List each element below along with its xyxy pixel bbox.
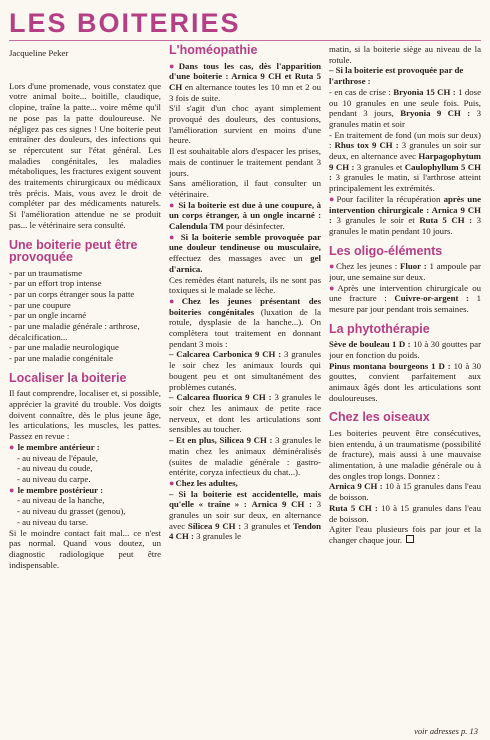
paragraph: S'il s'agit d'un choc ayant simplement provoqué des douleurs, des contusions, l'amélioration survient en moins d'une heure. — [169, 103, 321, 146]
bullet-icon: ● — [9, 441, 15, 452]
column-1 — [9, 44, 161, 726]
paragraph: – Calcarea fluorica 9 CH : 3 granules le soir chez les animaux de petite race nerveux, et dont les articulations sont sensibles au toucher. — [169, 392, 321, 435]
paragraph: – Si la boiterie est accidentelle, mais qu'elle « traîne » : Arnica 9 CH : 3 granules un soir sur deux, en alternance avec Silicea 9 CH : 3 granules et Tendon 4 CH : 3 granules le — [169, 488, 321, 542]
birds-heading: Chez les oiseaux — [329, 410, 430, 425]
title-divider — [9, 40, 481, 41]
paragraph: ● Si la boiterie est due à une coupure, à un corps étranger, à un ongle incarné : Calendula TM pour désinfecter. — [169, 199, 321, 232]
paragraph: ●Chez les adultes, — [169, 477, 238, 488]
list-item: - au niveau du grasset (genou), — [17, 506, 126, 517]
paragraph: Il est souhaitable alors d'espacer les prises, mais de continuer le traitement pendant 3 jours. — [169, 146, 321, 178]
list-item: - par une maladie générale : arthrose, décalcification... — [9, 321, 140, 342]
paragraph: ●Pour faciliter la récupération après une intervention chirurgicale : Arnica 9 CH : 3 granules le soir et Ruta 5 CH : 3 granules le matin pendant 10 jours. — [329, 193, 481, 236]
bullet-icon: ● — [329, 193, 336, 204]
column-2 — [169, 44, 321, 726]
bullet-icon: ● — [169, 231, 176, 242]
bullet-icon: ● — [329, 261, 336, 272]
end-square-icon — [406, 535, 414, 543]
causes-list — [9, 268, 161, 364]
list-item: - par un corps étranger sous la patte — [9, 288, 135, 299]
paragraph: – Calcarea Carbonica 9 CH : 3 granules le soir chez les animaux lourds qui bougent peu et ont simultanément des problèmes cutanés. — [169, 349, 321, 392]
paragraph: ● Si la boiterie semble provoquée par une douleur tendineuse ou musculaire, effectuez des massages avec un gel d'arnica. — [169, 231, 321, 274]
paragraph: - En traitement de fond (un mois sur deux) : Rhus tox 9 CH : 3 granules un soir sur deux, en alternance avec Harpagophytum 9 CH : 3 granules et Caulophyllum 5 CH : 3 granules le matin, si l'arthrose atteint principalement les extrémités. — [329, 129, 481, 194]
bullet-icon: ● — [9, 484, 15, 495]
paragraph: ●Dans tous les cas, dès l'apparition d'une boiterie : Arnica 9 CH et Ruta 5 CH en alternance toutes les 10 mn et 2 ou 3 fois de suite. — [169, 60, 321, 103]
paragraph: Pinus montana bourgeons 1 D : 10 à 30 gouttes, convient parfaitement aux animaux âgés dont les articulations sont douloureuses. — [329, 360, 481, 403]
front-limb-label: ● le membre antérieur : — [9, 441, 100, 452]
article-title: LES BOITERIES — [9, 8, 241, 38]
localize-heading: Localiser la boiterie — [9, 370, 127, 385]
paragraph: matin, si la boiterie siège au niveau de la rotule. — [329, 44, 481, 65]
page-reference: voir adresses p. 13 — [414, 726, 478, 736]
rear-limb-list — [9, 495, 161, 527]
list-item: - au niveau du coude, — [17, 463, 93, 474]
paragraph: Agiter l'eau plusieurs fois par jour et la changer chaque jour. — [329, 524, 481, 545]
list-item: - au niveau de la hanche, — [17, 495, 105, 506]
paragraph: - en cas de crise : Bryonia 15 CH : 1 dose ou 10 granules en une seule fois. Puis, pendant 3 jours, Bryonia 9 CH : 3 granules matin et soir — [329, 86, 481, 129]
list-item: - par un traumatisme — [9, 267, 83, 278]
paragraph: Les boiteries peuvent être consécutives, bien entendu, à un traumatisme (possibilité de fracture), mais aussi à une mauvaise alimentation, à une maladie générale ou à des ongles trop longs. Donnez : — [329, 427, 481, 481]
phyto-heading: La phytothérapie — [329, 321, 430, 336]
article-columns — [9, 44, 481, 726]
oligo-heading: Les oligo-éléments — [329, 243, 443, 258]
bullet-icon: ● — [169, 60, 178, 71]
author-name: Jacqueline Peker — [9, 48, 69, 58]
paragraph: Sans amélioration, il faut consulter un vétérinaire. — [169, 178, 321, 199]
paragraph: Ruta 5 CH : 10 à 15 granules dans l'eau de boisson. — [329, 502, 481, 524]
paragraph: ●Chez les jeunes présentant des boiteries congénitales (luxation de la rotule, dysplasie de la hanche...). On complètera tout traitement en donnant pendant 3 mois : — [169, 295, 321, 349]
homeopathy-heading: L'homéopathie — [169, 44, 258, 57]
bullet-icon: ● — [169, 295, 181, 306]
paragraph: – Et en plus, Silicea 9 CH : 3 granules le matin chez les animaux déminéralisés (suites de maladie générale : gastro-entérite, coryza infectieux du chat...). — [169, 435, 321, 478]
list-item: - par une maladie neurologique — [9, 342, 119, 353]
bullet-icon: ● — [169, 199, 175, 210]
bullet-icon: ● — [329, 282, 337, 293]
paragraph: – Si la boiterie est provoquée par de l'arthrose : — [329, 65, 464, 87]
intro-paragraph: Lors d'une promenade, vous constatez que votre animal boite... boitille, claudique, clopine, traîne la patte... voire même qu'il ne pose pas la patte douloureuse. Ne négligez pas ces signes ! Une boiterie peut entraîner des douleurs, des infections qui se répercutent sur l'état général. Les maladies congénitales, les maladies métaboliques, les fractures exigent souvent des traitements chirurgicaux ou médicaux très précis. Mais, vous avez le droit de compléter par des médicaments naturels. Si l'amélioration attendue ne se produit pas... le vétérinaire sera consulté. — [9, 80, 161, 230]
list-item: - au niveau de l'épaule, — [17, 452, 98, 463]
front-limb-list — [9, 453, 161, 485]
paragraph: Sève de bouleau 1 D : 10 à 30 gouttes par jour en fonction du poids. — [329, 339, 481, 360]
rear-limb-label: ● le membre postérieur : — [9, 484, 104, 495]
paragraph: Arnica 9 CH : 10 à 15 granules dans l'eau de boisson. — [329, 481, 481, 503]
outro-paragraph: Si le moindre contact fait mal... ce n'est pas normal. Quand vous doutez, un diagnostic radiologique peut être indispensable. — [9, 527, 161, 570]
bullet-icon: ● — [169, 477, 175, 488]
list-item: - par un ongle incarné — [9, 310, 87, 321]
column-3 — [329, 44, 481, 726]
paragraph: ●Après une intervention chirurgicale ou une fracture : Cuivre-or-argent : 1 mesure par jour pendant trois semaines. — [329, 282, 481, 314]
localize-paragraph: Il faut comprendre, localiser et, si possible, apprécier la gravité du trouble. Vos doigts doivent connaître, dès le plus jeune âge, les articulations, les muscles, les pattes. Passez en revue : — [9, 388, 161, 442]
list-item: - au niveau du carpe. — [17, 474, 91, 484]
paragraph: Ces remèdes étant naturels, ils ne sont pas toxiques si le malade se lèche. — [169, 274, 321, 296]
causes-heading: Une boiterie peut être provoquée — [9, 237, 138, 265]
paragraph: ●Chez les jeunes : Fluor : 1 ampoule par jour, une semaine sur deux. — [329, 261, 481, 282]
list-item: - par une maladie congénitale — [9, 353, 114, 364]
list-item: - par un effort trop intense — [9, 278, 102, 289]
list-item: - au niveau du tarse. — [17, 516, 89, 527]
list-item: - par une coupure — [9, 299, 71, 310]
